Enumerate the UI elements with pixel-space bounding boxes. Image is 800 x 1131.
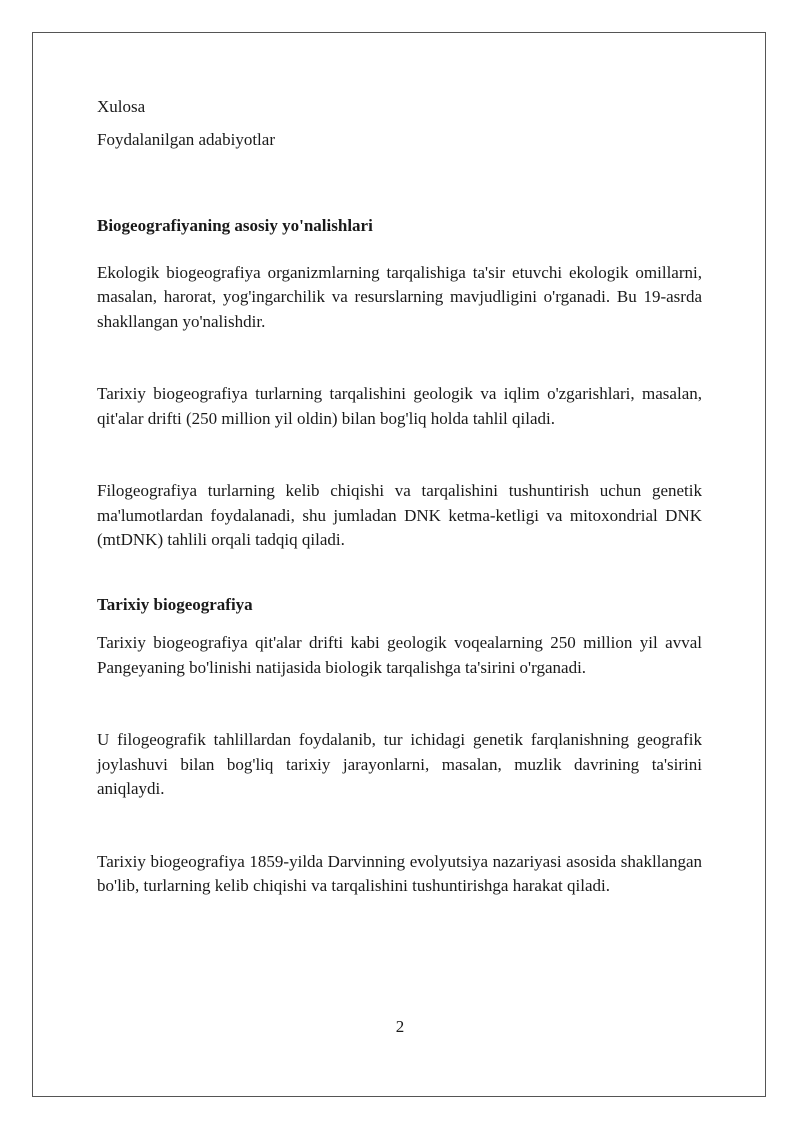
document-body: [97, 95, 702, 899]
paragraph-ekologik: Ekologik biogeografiya organizmlarning tarqalishiga ta'sir etuvchi ekologik omillarni, masalan, harorat, yog'ingarchilik va resurslarning mavjudligini o'rganadi. Bu 19-asrda shakllangan yo'nalishdir.: [97, 262, 702, 331]
section-heading-asosiy-yonalishlar: Biogeografiyaning asosiy yo'nalishlari: [97, 216, 373, 235]
paragraph-qitalar-drifti: Tarixiy biogeografiya qit'alar drifti kabi geologik voqealarning 250 million yil avval Pangeyaning bo'linishi natijasida biologik tarqalishga ta'sirini o'rganadi.: [97, 633, 702, 677]
paragraph-tarixiy-1: Tarixiy biogeografiya turlarning tarqalishini geologik va iqlim o'zgarishlari, masalan, qit'alar drifti (250 million yil oldin) bilan bog'liq holda tahlil qiladi.: [97, 384, 702, 428]
paragraph-filogeografiya: Filogeografiya turlarning kelib chiqishi va tarqalishini tushuntirish uchun genetik ma'lumotlardan foydalanadi, shu jumladan DNK ketma-ketligi va mitoxondrial DNK (mtDNK) tahlili orqali tadqiq qiladi.: [97, 481, 702, 549]
toc-item-adabiyotlar: Foydalanilgan adabiyotlar: [97, 129, 275, 149]
paragraph-darvin: Tarixiy biogeografiya 1859-yilda Darvinning evolyutsiya nazariyasi asosida shakllangan bo'lib, turlarning kelib chiqishi va tarqalishini tushuntirishga harakat qiladi.: [97, 851, 702, 895]
paragraph-filogeografik: U filogeografik tahlillardan foydalanib, tur ichidagi genetik farqlanishning geografik joylashuvi bilan bog'liq tarixiy jarayonlarni, masalan, muzlik davrining ta'sirini aniqlaydi.: [97, 730, 702, 798]
section-heading-tarixiy-biogeografiya: Tarixiy biogeografiya: [97, 594, 253, 614]
page-number: 2: [395, 1017, 405, 1036]
toc-item-xulosa: Xulosa: [97, 97, 146, 116]
